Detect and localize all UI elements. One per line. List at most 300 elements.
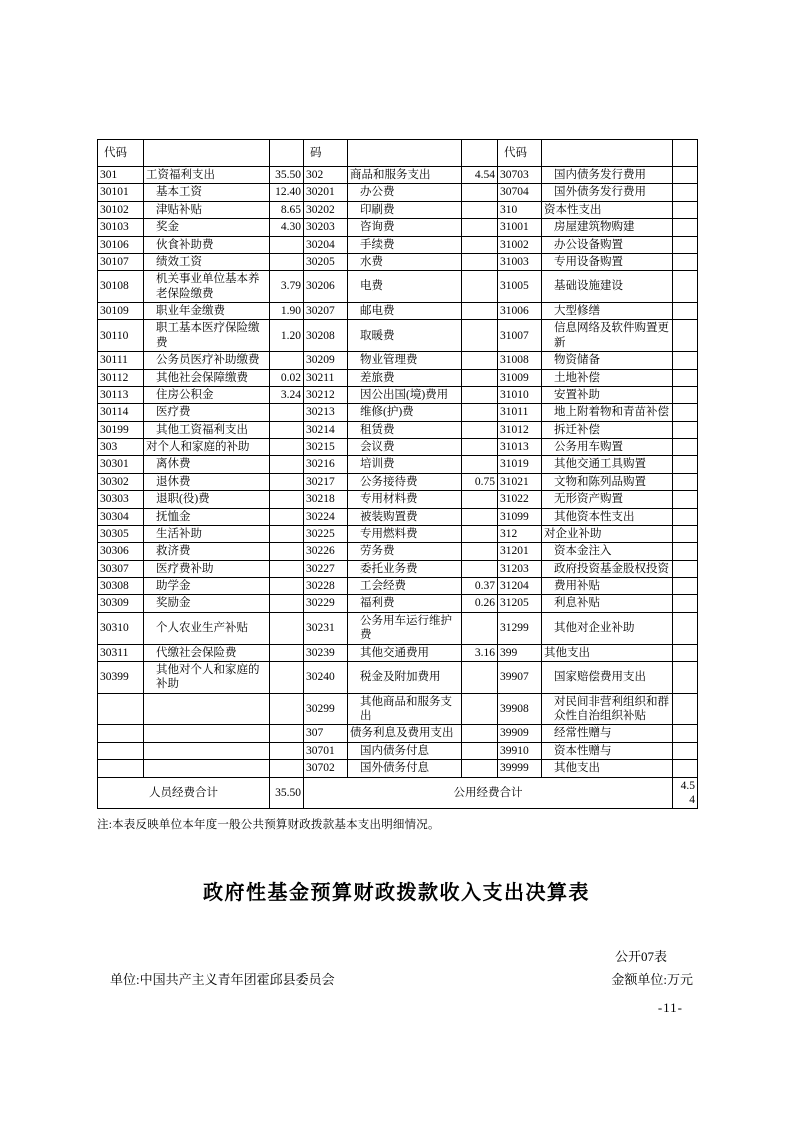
table-row [98, 167, 698, 184]
name-cell: 国外债务发行费用 [542, 184, 673, 201]
code-cell: 30211 [304, 369, 348, 386]
amount-cell [270, 595, 304, 612]
code-cell: 31299 [498, 612, 542, 644]
amount-cell [462, 236, 498, 253]
table-row [98, 491, 698, 508]
table-number: 公开07表 [614, 949, 667, 964]
code-cell: 30308 [98, 578, 144, 595]
name-cell: 奖金 [144, 219, 270, 236]
code-cell: 30217 [304, 473, 348, 490]
name-cell: 拆迁补偿 [542, 421, 673, 438]
name-cell: 国内债务发行费用 [542, 167, 673, 184]
header-cell [542, 140, 673, 167]
name-cell: 工会经费 [348, 578, 462, 595]
code-cell: 30703 [498, 167, 542, 184]
name-cell: 抚恤金 [144, 508, 270, 525]
code-cell: 31001 [498, 219, 542, 236]
code-cell: 31006 [498, 303, 542, 320]
amount-cell [270, 661, 304, 693]
amount-cell [673, 661, 698, 693]
code-cell: 312 [498, 525, 542, 542]
code-cell: 31008 [498, 352, 542, 369]
code-cell: 30311 [98, 644, 144, 661]
amount-cell [462, 491, 498, 508]
code-cell: 39910 [498, 742, 542, 759]
totals-row [98, 777, 698, 809]
code-cell: 310 [498, 201, 542, 218]
code-cell: 30203 [304, 219, 348, 236]
name-cell: 其他交通费用 [348, 644, 462, 661]
code-cell: 399 [498, 644, 542, 661]
amount-cell [270, 578, 304, 595]
amount-cell [270, 525, 304, 542]
name-cell: 邮电费 [348, 303, 462, 320]
amount-cell [462, 352, 498, 369]
name-cell: 经常性赠与 [542, 725, 673, 742]
table-row [98, 595, 698, 612]
amount-cell [462, 219, 498, 236]
table-row [98, 525, 698, 542]
name-cell: 生活补助 [144, 525, 270, 542]
name-cell: 其他社会保障缴费 [144, 369, 270, 386]
amount-cell [270, 352, 304, 369]
name-cell: 助学金 [144, 578, 270, 595]
code-cell: 30226 [304, 543, 348, 560]
amount-cell [673, 560, 698, 577]
name-cell: 公务员医疗补助缴费 [144, 352, 270, 369]
code-cell: 31013 [498, 439, 542, 456]
name-cell: 退职(役)费 [144, 491, 270, 508]
name-cell [144, 760, 270, 777]
header-cell: 码 [304, 140, 348, 167]
amount-cell [462, 320, 498, 352]
amount-cell [270, 491, 304, 508]
table-row [98, 578, 698, 595]
name-cell: 信息网络及软件购置更新 [542, 320, 673, 352]
code-cell: 30218 [304, 491, 348, 508]
code-cell: 30227 [304, 560, 348, 577]
code-cell: 30103 [98, 219, 144, 236]
amount-cell [270, 693, 304, 725]
name-cell: 办公设备购置 [542, 236, 673, 253]
name-cell: 政府投资基金股权投资 [542, 560, 673, 577]
amount-cell [462, 742, 498, 759]
amount-cell [673, 760, 698, 777]
name-cell: 医疗费 [144, 404, 270, 421]
code-cell: 30231 [304, 612, 348, 644]
amount-cell [673, 525, 698, 542]
code-cell: 31002 [498, 236, 542, 253]
name-cell: 其他资本性支出 [542, 508, 673, 525]
code-cell: 30228 [304, 578, 348, 595]
table-section [97, 139, 697, 832]
amount-cell [673, 167, 698, 184]
name-cell: 利息补贴 [542, 595, 673, 612]
name-cell: 其他交通工具购置 [542, 456, 673, 473]
name-cell: 机关事业单位基本养老保险缴费 [144, 271, 270, 303]
amount-cell: 12.40 [270, 184, 304, 201]
name-cell: 委托业务费 [348, 560, 462, 577]
name-cell: 工资福利支出 [144, 167, 270, 184]
amount-cell [270, 439, 304, 456]
name-cell: 无形资产购置 [542, 491, 673, 508]
code-cell: 303 [98, 439, 144, 456]
name-cell [144, 725, 270, 742]
name-cell: 对个人和家庭的补助 [144, 439, 270, 456]
amount-cell [673, 369, 698, 386]
code-cell: 30212 [304, 386, 348, 403]
amount-cell: 4.30 [270, 219, 304, 236]
table-row [98, 219, 698, 236]
name-cell: 基础设施建设 [542, 271, 673, 303]
table-row [98, 473, 698, 490]
code-cell: 30310 [98, 612, 144, 644]
table-row [98, 201, 698, 218]
amount-cell [673, 543, 698, 560]
personnel-total-label: 人员经费合计 [98, 777, 270, 809]
code-cell: 31009 [498, 369, 542, 386]
amount-cell: 3.16 [462, 644, 498, 661]
amount-cell: 0.75 [462, 473, 498, 490]
code-cell: 31019 [498, 456, 542, 473]
header-cell [144, 140, 270, 167]
name-cell: 文物和陈列品购置 [542, 473, 673, 490]
report-title: 政府性基金预算财政拨款收入支出决算表 [203, 882, 590, 904]
code-cell: 30102 [98, 201, 144, 218]
name-cell: 专用燃料费 [348, 525, 462, 542]
name-cell: 专用材料费 [348, 491, 462, 508]
amount-cell: 0.02 [270, 369, 304, 386]
code-cell: 30702 [304, 760, 348, 777]
code-cell: 30208 [304, 320, 348, 352]
code-cell: 30112 [98, 369, 144, 386]
name-cell: 国家赔偿费用支出 [542, 661, 673, 693]
code-cell: 301 [98, 167, 144, 184]
amount-cell [673, 473, 698, 490]
table-row [98, 236, 698, 253]
name-cell: 职业年金缴费 [144, 303, 270, 320]
name-cell: 资本金注入 [542, 543, 673, 560]
code-cell: 30399 [98, 661, 144, 693]
name-cell: 大型修缮 [542, 303, 673, 320]
name-cell: 津贴补贴 [144, 201, 270, 218]
amount-cell: 3.24 [270, 386, 304, 403]
table-row [98, 184, 698, 201]
table-row [98, 352, 698, 369]
name-cell: 被装购置费 [348, 508, 462, 525]
code-cell: 31007 [498, 320, 542, 352]
amount-cell [270, 760, 304, 777]
code-cell: 30240 [304, 661, 348, 693]
code-cell: 30209 [304, 352, 348, 369]
name-cell: 物业管理费 [348, 352, 462, 369]
name-cell [144, 742, 270, 759]
code-cell [98, 742, 144, 759]
name-cell: 奖励金 [144, 595, 270, 612]
amount-unit-label: 金额单位:万元 [611, 972, 693, 987]
name-cell: 取暖费 [348, 320, 462, 352]
code-cell: 30306 [98, 543, 144, 560]
name-cell: 国内债务付息 [348, 742, 462, 759]
name-cell: 专用设备购置 [542, 253, 673, 270]
code-cell: 30109 [98, 303, 144, 320]
name-cell: 资本性支出 [542, 201, 673, 218]
name-cell: 费用补贴 [542, 578, 673, 595]
name-cell: 房屋建筑物购建 [542, 219, 673, 236]
name-cell: 维修(护)费 [348, 404, 462, 421]
table-note: 注:本表反映单位本年度一般公共预算财政拨款基本支出明细情况。 [97, 819, 440, 832]
code-cell: 30214 [304, 421, 348, 438]
amount-cell [462, 661, 498, 693]
amount-cell [673, 271, 698, 303]
code-cell: 30114 [98, 404, 144, 421]
amount-cell [673, 404, 698, 421]
amount-cell [270, 560, 304, 577]
table-row [98, 421, 698, 438]
amount-cell [270, 404, 304, 421]
code-cell [98, 693, 144, 725]
name-cell: 差旅费 [348, 369, 462, 386]
code-cell: 30309 [98, 595, 144, 612]
code-cell: 39999 [498, 760, 542, 777]
amount-cell [270, 543, 304, 560]
code-cell: 31201 [498, 543, 542, 560]
name-cell: 基本工资 [144, 184, 270, 201]
code-cell: 30202 [304, 201, 348, 218]
amount-cell: 0.37 [462, 578, 498, 595]
amount-cell [673, 456, 698, 473]
name-cell: 公务接待费 [348, 473, 462, 490]
table-row [98, 644, 698, 661]
code-cell: 30204 [304, 236, 348, 253]
code-cell: 31203 [498, 560, 542, 577]
code-cell: 31003 [498, 253, 542, 270]
amount-cell [462, 386, 498, 403]
name-cell [144, 693, 270, 725]
amount-cell [673, 693, 698, 725]
header-cell [673, 140, 698, 167]
code-cell [98, 760, 144, 777]
table-row [98, 303, 698, 320]
amount-cell [462, 303, 498, 320]
code-cell: 39907 [498, 661, 542, 693]
name-cell: 劳务费 [348, 543, 462, 560]
page-number: -11- [657, 1000, 683, 1015]
amount-cell [673, 742, 698, 759]
amount-cell [462, 421, 498, 438]
name-cell: 住房公积金 [144, 386, 270, 403]
amount-cell [270, 612, 304, 644]
code-cell: 31021 [498, 473, 542, 490]
amount-cell [270, 456, 304, 473]
table-row [98, 725, 698, 742]
amount-cell [673, 219, 698, 236]
unit-name: 单位:中国共产主义青年团霍邱县委员会 [110, 972, 335, 987]
amount-cell [462, 184, 498, 201]
amount-cell [462, 725, 498, 742]
name-cell: 绩效工资 [144, 253, 270, 270]
amount-cell [462, 456, 498, 473]
name-cell: 电费 [348, 271, 462, 303]
code-cell: 302 [304, 167, 348, 184]
name-cell: 对民间非营利组织和群众性自治组织补贴 [542, 693, 673, 725]
name-cell: 离休费 [144, 456, 270, 473]
name-cell: 医疗费补助 [144, 560, 270, 577]
name-cell: 资本性赠与 [542, 742, 673, 759]
code-cell: 30108 [98, 271, 144, 303]
name-cell: 地上附着物和青苗补偿 [542, 404, 673, 421]
amount-cell [270, 236, 304, 253]
amount-cell [462, 404, 498, 421]
code-cell: 31205 [498, 595, 542, 612]
name-cell: 救济费 [144, 543, 270, 560]
header-cell [348, 140, 462, 167]
code-cell: 31099 [498, 508, 542, 525]
amount-cell [673, 612, 698, 644]
name-cell: 公务用车运行维护费 [348, 612, 462, 644]
name-cell: 其他对企业补助 [542, 612, 673, 644]
amount-cell [270, 253, 304, 270]
code-cell: 30110 [98, 320, 144, 352]
name-cell: 个人农业生产补贴 [144, 612, 270, 644]
amount-cell [673, 236, 698, 253]
table-row [98, 439, 698, 456]
name-cell: 其他对个人和家庭的补助 [144, 661, 270, 693]
code-cell: 30704 [498, 184, 542, 201]
name-cell: 会议费 [348, 439, 462, 456]
amount-cell [673, 303, 698, 320]
code-cell [98, 725, 144, 742]
expenditure-table-body [98, 140, 698, 809]
code-cell: 30215 [304, 439, 348, 456]
code-cell: 30201 [304, 184, 348, 201]
amount-cell [673, 725, 698, 742]
code-cell: 30213 [304, 404, 348, 421]
name-cell: 印刷费 [348, 201, 462, 218]
code-cell: 30239 [304, 644, 348, 661]
code-cell: 39909 [498, 725, 542, 742]
table-row [98, 543, 698, 560]
code-cell: 30304 [98, 508, 144, 525]
name-cell: 福利费 [348, 595, 462, 612]
amount-cell [462, 525, 498, 542]
header-cell: 代码 [98, 140, 144, 167]
name-cell: 手续费 [348, 236, 462, 253]
table-row [98, 369, 698, 386]
amount-cell: 4.54 [462, 167, 498, 184]
code-cell: 307 [304, 725, 348, 742]
amount-cell [462, 543, 498, 560]
name-cell: 退休费 [144, 473, 270, 490]
code-cell: 30305 [98, 525, 144, 542]
name-cell: 因公出国(境)费用 [348, 386, 462, 403]
code-cell: 30225 [304, 525, 348, 542]
name-cell: 租赁费 [348, 421, 462, 438]
amount-cell [673, 508, 698, 525]
table-row [98, 760, 698, 777]
name-cell: 培训费 [348, 456, 462, 473]
amount-cell [673, 184, 698, 201]
amount-cell [462, 201, 498, 218]
amount-cell [270, 473, 304, 490]
amount-cell [462, 508, 498, 525]
code-cell: 30229 [304, 595, 348, 612]
table-row [98, 456, 698, 473]
amount-cell [270, 508, 304, 525]
code-cell: 31204 [498, 578, 542, 595]
amount-cell [673, 253, 698, 270]
header-cell [462, 140, 498, 167]
public-total-value: 4.54 [673, 777, 698, 809]
amount-cell [673, 352, 698, 369]
code-cell: 30101 [98, 184, 144, 201]
name-cell: 咨询费 [348, 219, 462, 236]
table-row [98, 693, 698, 725]
code-cell: 30111 [98, 352, 144, 369]
code-cell: 30224 [304, 508, 348, 525]
amount-cell [673, 595, 698, 612]
table-row [98, 386, 698, 403]
code-cell: 30307 [98, 560, 144, 577]
basic-expenditure-table [97, 139, 698, 809]
name-cell: 商品和服务支出 [348, 167, 462, 184]
table-row [98, 404, 698, 421]
code-cell: 30113 [98, 386, 144, 403]
amount-cell [270, 644, 304, 661]
name-cell: 国外债务付息 [348, 760, 462, 777]
public-total-label: 公用经费合计 [304, 777, 673, 809]
name-cell: 债务利息及费用支出 [348, 725, 462, 742]
code-cell: 31012 [498, 421, 542, 438]
code-cell: 30207 [304, 303, 348, 320]
amount-cell: 0.26 [462, 595, 498, 612]
code-cell: 30299 [304, 693, 348, 725]
code-cell: 30205 [304, 253, 348, 270]
name-cell: 安置补助 [542, 386, 673, 403]
code-cell: 39908 [498, 693, 542, 725]
amount-cell [462, 612, 498, 644]
name-cell: 其他支出 [542, 644, 673, 661]
table-row [98, 253, 698, 270]
code-cell: 31022 [498, 491, 542, 508]
table-row [98, 612, 698, 644]
amount-cell [462, 760, 498, 777]
table-row [98, 661, 698, 693]
name-cell: 其他工资福利支出 [144, 421, 270, 438]
name-cell: 物资储备 [542, 352, 673, 369]
amount-cell [462, 271, 498, 303]
table-row [98, 742, 698, 759]
name-cell: 办公费 [348, 184, 462, 201]
amount-cell [673, 578, 698, 595]
code-cell: 30107 [98, 253, 144, 270]
code-cell: 31005 [498, 271, 542, 303]
code-cell: 30303 [98, 491, 144, 508]
amount-cell [462, 439, 498, 456]
amount-cell: 8.65 [270, 201, 304, 218]
amount-cell [673, 386, 698, 403]
name-cell: 伙食补助费 [144, 236, 270, 253]
amount-cell [462, 369, 498, 386]
table-row [98, 320, 698, 352]
amount-cell: 3.79 [270, 271, 304, 303]
amount-cell [270, 421, 304, 438]
amount-cell [673, 421, 698, 438]
amount-cell [270, 742, 304, 759]
table-row [98, 508, 698, 525]
amount-cell [673, 491, 698, 508]
name-cell: 其他支出 [542, 760, 673, 777]
